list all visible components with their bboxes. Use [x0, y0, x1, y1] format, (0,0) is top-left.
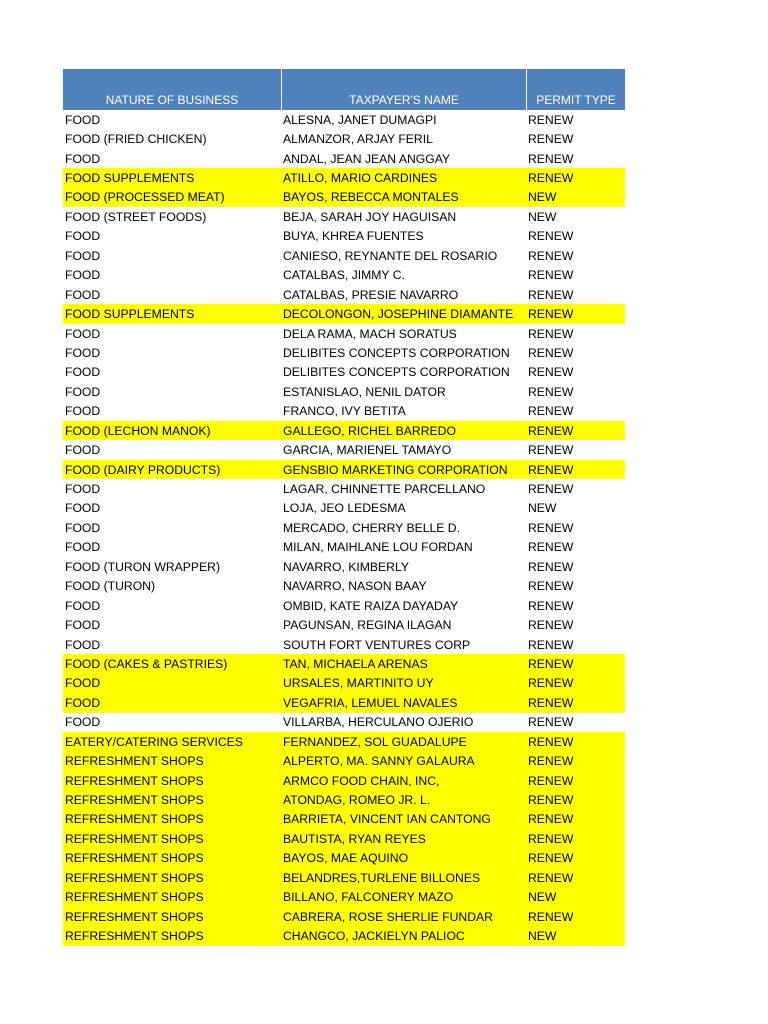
- nature-of-business-cell: FOOD: [65, 229, 101, 244]
- permit-type-cell: RENEW: [528, 559, 574, 574]
- permit-type-cell: RENEW: [528, 229, 574, 244]
- table-row: [63, 168, 625, 187]
- nature-of-business-cell: FOOD: [65, 443, 101, 458]
- table-row: [63, 693, 625, 712]
- permit-type-cell: RENEW: [528, 482, 574, 497]
- nature-of-business-cell: REFRESHMENT SHOPS: [65, 793, 204, 808]
- table-row: [63, 868, 625, 887]
- taxpayer-name-cell: ARMCO FOOD CHAIN, INC,: [283, 773, 440, 788]
- permit-type-cell: RENEW: [528, 307, 574, 322]
- permit-type-cell: RENEW: [528, 656, 574, 671]
- taxpayer-name-cell: FRANCO, IVY BETITA: [283, 404, 406, 419]
- table-row: [63, 129, 625, 148]
- permit-type-cell: RENEW: [528, 598, 574, 613]
- table-row: [63, 518, 625, 537]
- taxpayer-name-cell: BAYOS, REBECCA MONTALES: [283, 190, 459, 205]
- table-row: [63, 363, 625, 382]
- permit-type-cell: RENEW: [528, 540, 574, 555]
- table-row: [63, 421, 625, 440]
- taxpayer-name-cell: GENSBIO MARKETING CORPORATION: [283, 462, 508, 477]
- nature-of-business-cell: FOOD: [65, 501, 101, 516]
- table-row: [63, 227, 625, 246]
- table-row: [63, 829, 625, 848]
- nature-of-business-cell: FOOD: [65, 618, 101, 633]
- nature-of-business-cell: FOOD: [65, 112, 101, 127]
- nature-of-business-cell: FOOD: [65, 715, 101, 730]
- taxpayer-name-cell: LOJA, JEO LEDESMA: [283, 501, 406, 516]
- table-row: [63, 440, 625, 459]
- nature-of-business-cell: FOOD (DAIRY PRODUCTS): [65, 462, 221, 477]
- table-row: [63, 713, 625, 732]
- taxpayer-name-cell: ALESNA, JANET DUMAGPI: [283, 112, 437, 127]
- nature-of-business-cell: REFRESHMENT SHOPS: [65, 890, 204, 905]
- nature-of-business-cell: FOOD: [65, 248, 101, 263]
- table-row: [63, 324, 625, 343]
- nature-of-business-cell: FOOD SUPPLEMENTS: [65, 307, 195, 322]
- permit-type-cell: RENEW: [528, 909, 574, 924]
- table-row: [63, 246, 625, 265]
- taxpayer-name-cell: DECOLONGON, JOSEPHINE DIAMANTE: [283, 307, 514, 322]
- permit-type-cell: RENEW: [528, 443, 574, 458]
- table-row: [63, 654, 625, 673]
- permit-type-cell: NEW: [528, 190, 557, 205]
- permit-type-cell: NEW: [528, 209, 557, 224]
- taxpayer-name-cell: ATILLO, MARIO CARDINES: [283, 171, 438, 186]
- nature-of-business-cell: FOOD (TURON WRAPPER): [65, 559, 221, 574]
- permit-type-cell: RENEW: [528, 345, 574, 360]
- table-row: [63, 596, 625, 615]
- taxpayer-name-cell: ATONDAG, ROMEO JR. L.: [283, 793, 431, 808]
- permit-type-cell: RENEW: [528, 812, 574, 827]
- nature-of-business-cell: REFRESHMENT SHOPS: [65, 909, 204, 924]
- permit-type-cell: RENEW: [528, 695, 574, 710]
- nature-of-business-cell: EATERY/CATERING SERVICES: [65, 734, 243, 749]
- nature-of-business-cell: FOOD (TURON): [65, 579, 156, 594]
- permit-type-cell: RENEW: [528, 268, 574, 283]
- taxpayer-name-cell: MILAN, MAIHLANE LOU FORDAN: [283, 540, 473, 555]
- taxpayer-name-cell: DELA RAMA, MACH SORATUS: [283, 326, 457, 341]
- permit-type-cell: RENEW: [528, 754, 574, 769]
- table-row: [63, 285, 625, 304]
- nature-of-business-cell: FOOD (FRIED CHICKEN): [65, 132, 207, 147]
- nature-of-business-cell: FOOD (CAKES & PASTRIES): [65, 656, 228, 671]
- taxpayer-name-cell: CATALBAS, PRESIE NAVARRO: [283, 287, 459, 302]
- permit-type-cell: NEW: [528, 929, 557, 944]
- permit-type-cell: RENEW: [528, 151, 574, 166]
- permit-type-cell: RENEW: [528, 384, 574, 399]
- permit-type-cell: RENEW: [528, 404, 574, 419]
- permit-type-cell: RENEW: [528, 520, 574, 535]
- nature-of-business-cell: FOOD: [65, 637, 101, 652]
- nature-of-business-cell: FOOD: [65, 482, 101, 497]
- taxpayer-name-cell: BAUTISTA, RYAN REYES: [283, 831, 426, 846]
- table-row: [63, 266, 625, 285]
- nature-of-business-cell: FOOD: [65, 151, 101, 166]
- taxpayer-name-cell: BAYOS, MAE AQUINO: [283, 851, 409, 866]
- permit-type-cell: RENEW: [528, 365, 574, 380]
- taxpayer-name-cell: PAGUNSAN, REGINA ILAGAN: [283, 618, 452, 633]
- nature-of-business-cell: REFRESHMENT SHOPS: [65, 754, 204, 769]
- nature-of-business-cell: FOOD: [65, 695, 101, 710]
- nature-of-business-cell: REFRESHMENT SHOPS: [65, 831, 204, 846]
- permit-type-cell: RENEW: [528, 579, 574, 594]
- nature-of-business-cell: REFRESHMENT SHOPS: [65, 851, 204, 866]
- taxpayer-name-cell: CATALBAS, JIMMY C.: [283, 268, 405, 283]
- nature-of-business-cell: FOOD: [65, 676, 101, 691]
- table-row: [63, 615, 625, 634]
- taxpayer-name-cell: BILLANO, FALCONERY MAZO: [283, 890, 454, 905]
- table-row: [63, 343, 625, 362]
- taxpayer-name-cell: MERCADO, CHERRY BELLE D.: [283, 520, 460, 535]
- taxpayer-name-cell: OMBID, KATE RAIZA DAYADAY: [283, 598, 459, 613]
- nature-of-business-cell: FOOD: [65, 268, 101, 283]
- permit-table: [63, 69, 625, 946]
- permit-type-cell: RENEW: [528, 423, 574, 438]
- permit-type-cell: RENEW: [528, 112, 574, 127]
- nature-of-business-cell: REFRESHMENT SHOPS: [65, 929, 204, 944]
- taxpayer-name-cell: VILLARBA, HERCULANO OJERIO: [283, 715, 474, 730]
- taxpayer-name-cell: ANDAL, JEAN JEAN ANGGAY: [283, 151, 451, 166]
- taxpayer-name-cell: NAVARRO, NASON BAAY: [283, 579, 427, 594]
- permit-type-cell: RENEW: [528, 851, 574, 866]
- taxpayer-name-cell: SOUTH FORT VENTURES CORP: [283, 637, 471, 652]
- taxpayer-name-cell: ALMANZOR, ARJAY FERIL: [283, 132, 433, 147]
- table-row: [63, 538, 625, 557]
- nature-of-business-cell: FOOD (LECHON MANOK): [65, 423, 211, 438]
- nature-of-business-cell: FOOD: [65, 365, 101, 380]
- nature-of-business-cell: REFRESHMENT SHOPS: [65, 870, 204, 885]
- nature-of-business-cell: FOOD (PROCESSED MEAT): [65, 190, 225, 205]
- table-row: [63, 188, 625, 207]
- nature-of-business-cell: REFRESHMENT SHOPS: [65, 773, 204, 788]
- table-row: [63, 790, 625, 809]
- permit-type-cell: RENEW: [528, 326, 574, 341]
- nature-of-business-cell: FOOD: [65, 540, 101, 555]
- table-row: [63, 304, 625, 323]
- permit-type-cell: RENEW: [528, 734, 574, 749]
- table-row: [63, 635, 625, 654]
- table-row: [63, 810, 625, 829]
- permit-type-cell: NEW: [528, 890, 557, 905]
- table-row: [63, 402, 625, 421]
- table-row: [63, 110, 625, 129]
- nature-of-business-cell: FOOD: [65, 345, 101, 360]
- table-row: [63, 479, 625, 498]
- permit-type-cell: RENEW: [528, 676, 574, 691]
- permit-type-cell: RENEW: [528, 618, 574, 633]
- taxpayer-name-cell: URSALES, MARTINITO UY: [283, 676, 434, 691]
- table-row: [63, 771, 625, 790]
- taxpayer-name-cell: VEGAFRIA, LEMUEL NAVALES: [283, 695, 458, 710]
- taxpayer-name-cell: DELIBITES CONCEPTS CORPORATION: [283, 365, 510, 380]
- permit-type-cell: RENEW: [528, 248, 574, 263]
- nature-of-business-cell: FOOD (STREET FOODS): [65, 209, 207, 224]
- table-row: [63, 732, 625, 751]
- taxpayer-name-cell: BARRIETA, VINCENT IAN CANTONG: [283, 812, 491, 827]
- table-row: [63, 577, 625, 596]
- permit-type-cell: RENEW: [528, 715, 574, 730]
- taxpayer-name-cell: CANIESO, REYNANTE DEL ROSARIO: [283, 248, 498, 263]
- taxpayer-name-cell: CHANGCO, JACKIELYN PALIOC: [283, 929, 465, 944]
- taxpayer-name-cell: GARCIA, MARIENEL TAMAYO: [283, 443, 452, 458]
- permit-type-cell: RENEW: [528, 171, 574, 186]
- taxpayer-name-cell: FERNANDEZ, SOL GUADALUPE: [283, 734, 467, 749]
- taxpayer-name-cell: LAGAR, CHINNETTE PARCELLANO: [283, 482, 486, 497]
- header-nature-of-business: NATURE OF BUSINESS: [105, 93, 239, 107]
- nature-of-business-cell: FOOD: [65, 326, 101, 341]
- permit-type-cell: NEW: [528, 501, 557, 516]
- permit-type-cell: RENEW: [528, 870, 574, 885]
- permit-type-cell: RENEW: [528, 793, 574, 808]
- taxpayer-name-cell: CABRERA, ROSE SHERLIE FUNDAR: [283, 909, 493, 924]
- table-row: [63, 907, 625, 926]
- table-row: [63, 849, 625, 868]
- header-taxpayer-name: TAXPAYER'S NAME: [281, 69, 526, 110]
- permit-type-cell: RENEW: [528, 287, 574, 302]
- permit-type-cell: RENEW: [528, 462, 574, 477]
- nature-of-business-cell: REFRESHMENT SHOPS: [65, 812, 204, 827]
- taxpayer-name-cell: GALLEGO, RICHEL BARREDO: [283, 423, 456, 438]
- taxpayer-name-cell: DELIBITES CONCEPTS CORPORATION: [283, 345, 510, 360]
- table-row: [63, 149, 625, 168]
- table-row: [63, 557, 625, 576]
- taxpayer-name-cell: BUYA, KHREA FUENTES: [283, 229, 424, 244]
- taxpayer-name-cell: ESTANISLAO, NENIL DATOR: [283, 384, 446, 399]
- nature-of-business-cell: FOOD: [65, 287, 101, 302]
- taxpayer-name-cell: ALPERTO, MA. SANNY GALAURA: [283, 754, 475, 769]
- table-body: [63, 110, 625, 946]
- table-row: [63, 751, 625, 770]
- table-header: [63, 69, 625, 110]
- table-row: [63, 926, 625, 945]
- nature-of-business-cell: FOOD: [65, 598, 101, 613]
- header-permit-type: PERMIT TYPE: [526, 69, 625, 110]
- table-row: [63, 499, 625, 518]
- taxpayer-name-cell: BEJA, SARAH JOY HAGUISAN: [283, 209, 457, 224]
- permit-type-cell: RENEW: [528, 831, 574, 846]
- taxpayer-name-cell: NAVARRO, KIMBERLY: [283, 559, 409, 574]
- table-row: [63, 888, 625, 907]
- permit-type-cell: RENEW: [528, 132, 574, 147]
- nature-of-business-cell: FOOD: [65, 520, 101, 535]
- permit-type-cell: RENEW: [528, 637, 574, 652]
- nature-of-business-cell: FOOD: [65, 404, 101, 419]
- table-row: [63, 382, 625, 401]
- table-row: [63, 460, 625, 479]
- taxpayer-name-cell: TAN, MICHAELA ARENAS: [283, 656, 428, 671]
- nature-of-business-cell: FOOD: [65, 384, 101, 399]
- table-row: [63, 674, 625, 693]
- permit-type-cell: RENEW: [528, 773, 574, 788]
- taxpayer-name-cell: BELANDRES,TURLENE BILLONES: [283, 870, 481, 885]
- table-row: [63, 207, 625, 226]
- nature-of-business-cell: FOOD SUPPLEMENTS: [65, 171, 195, 186]
